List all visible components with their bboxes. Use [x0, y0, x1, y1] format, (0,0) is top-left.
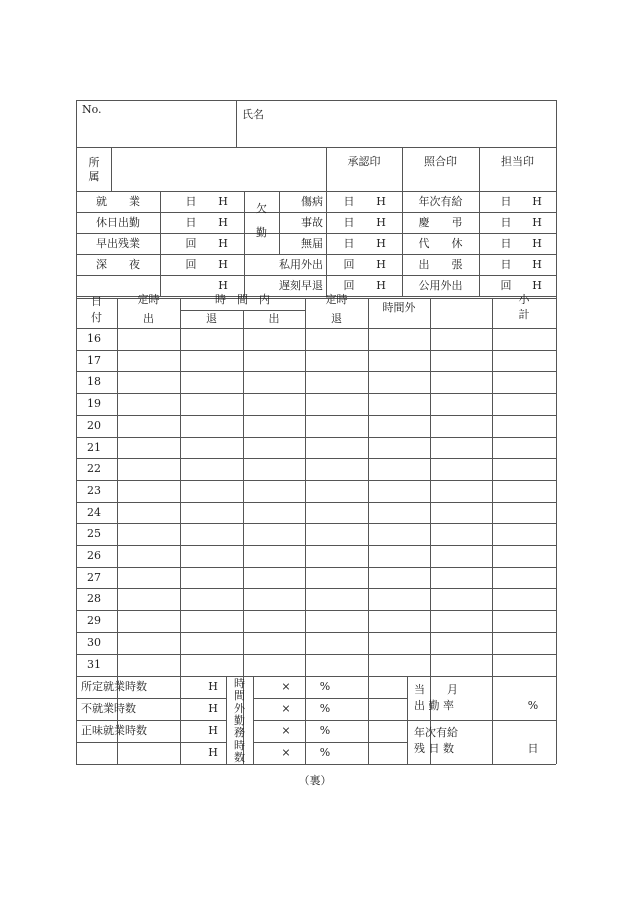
- no-name-divider: [236, 100, 237, 147]
- time-entry-cell[interactable]: [493, 503, 555, 523]
- time-entry-cell[interactable]: [369, 655, 429, 675]
- absence-value-field[interactable]: [328, 255, 400, 274]
- summary-unit: H: [218, 279, 228, 292]
- summary-unit: 回: [185, 258, 197, 271]
- overtime-rate-field[interactable]: [255, 743, 405, 763]
- absence-unit: H: [376, 279, 386, 292]
- day-number: 26: [87, 549, 101, 562]
- time-entry-cell[interactable]: [369, 329, 429, 349]
- time-entry-cell[interactable]: [369, 438, 429, 458]
- time-entry-cell[interactable]: [244, 459, 304, 479]
- time-entry-cell[interactable]: [306, 459, 367, 479]
- leave-type-label: 出 張: [418, 258, 463, 271]
- summary-label: 就 業: [96, 195, 140, 208]
- time-entry-cell[interactable]: [306, 611, 367, 631]
- time-entry-cell[interactable]: [306, 589, 367, 609]
- summary-divider-a: [160, 191, 161, 296]
- totals-label: 正味就業時数: [81, 724, 147, 737]
- time-entry-cell[interactable]: [431, 589, 491, 609]
- absence-unit: 回: [343, 258, 355, 271]
- leave-type-label: 慶 弔: [418, 216, 463, 229]
- totals-unit: H: [208, 680, 218, 693]
- time-entry-cell[interactable]: [118, 633, 179, 653]
- overtime-vertical-label: 数: [234, 750, 245, 764]
- time-entry-cell[interactable]: [244, 481, 304, 501]
- time-entry-cell[interactable]: [181, 546, 242, 566]
- stamp-divider-1: [326, 147, 327, 191]
- time-entry-cell[interactable]: [369, 633, 429, 653]
- time-entry-cell[interactable]: [181, 372, 242, 392]
- day-number: 28: [87, 592, 101, 605]
- time-entry-cell[interactable]: [118, 329, 179, 349]
- time-entry-cell[interactable]: [369, 546, 429, 566]
- time-entry-cell[interactable]: [306, 329, 367, 349]
- dept-field[interactable]: [114, 149, 324, 189]
- time-entry-cell[interactable]: [306, 546, 367, 566]
- totals-unit: H: [208, 746, 218, 759]
- remaining-leave-field[interactable]: [409, 722, 554, 762]
- leave-unit: 日: [500, 195, 512, 208]
- remaining-days-unit: 日: [527, 742, 539, 755]
- time-entry-cell[interactable]: [493, 351, 555, 371]
- overtime-vertical-label: 勤: [234, 713, 245, 727]
- time-entry-cell[interactable]: [244, 416, 304, 436]
- summary-unit: H: [218, 258, 228, 271]
- rate-divider: [407, 720, 556, 721]
- leave-unit: 回: [500, 279, 512, 292]
- time-entry-cell[interactable]: [369, 503, 429, 523]
- summary-unit: 回: [185, 237, 197, 250]
- name-field[interactable]: [276, 102, 552, 144]
- day-number: 31: [87, 658, 101, 671]
- leave-header: 退: [206, 312, 217, 325]
- time-entry-cell[interactable]: [181, 568, 242, 588]
- time-entry-cell[interactable]: [181, 416, 242, 436]
- totals-unit: H: [208, 724, 218, 737]
- time-entry-cell[interactable]: [118, 546, 179, 566]
- dept-label-bottom: 属: [88, 170, 100, 183]
- summary-label: 深 夜: [96, 258, 140, 271]
- overtime-vertical-label: 時: [234, 738, 245, 752]
- outer-top-border: [76, 100, 556, 101]
- percent-sign: %: [319, 746, 331, 759]
- out-header: 出: [268, 312, 280, 325]
- time-entry-cell[interactable]: [306, 481, 367, 501]
- absence-unit: 回: [343, 279, 355, 292]
- time-entry-cell[interactable]: [181, 351, 242, 371]
- time-entry-cell[interactable]: [431, 459, 491, 479]
- leave-type-label: 公用外出: [418, 279, 463, 292]
- percent-sign: %: [319, 702, 331, 715]
- absence-unit: H: [376, 195, 386, 208]
- time-entry-cell[interactable]: [493, 329, 555, 349]
- time-entry-cell[interactable]: [181, 329, 242, 349]
- time-entry-cell[interactable]: [493, 524, 555, 544]
- time-entry-cell[interactable]: [118, 655, 179, 675]
- time-entry-cell[interactable]: [431, 655, 491, 675]
- time-entry-cell[interactable]: [118, 416, 179, 436]
- stamp-divider-3: [479, 147, 480, 191]
- summary-unit: 日: [185, 216, 197, 229]
- absence-unit: 日: [343, 237, 355, 250]
- remaining-days-label: 残 日 数: [414, 742, 454, 755]
- absence-unit: 日: [343, 195, 355, 208]
- time-entry-cell[interactable]: [181, 438, 242, 458]
- verify-stamp-label: 照合印: [424, 155, 457, 168]
- summary-divider-e: [479, 191, 480, 296]
- leave-unit: H: [532, 195, 542, 208]
- time-entry-cell[interactable]: [493, 568, 555, 588]
- time-entry-cell[interactable]: [118, 394, 179, 414]
- summary-unit: 日: [185, 195, 197, 208]
- time-entry-cell[interactable]: [306, 633, 367, 653]
- summary-unit: H: [218, 216, 228, 229]
- time-entry-cell[interactable]: [306, 438, 367, 458]
- summary-divider-c: [326, 191, 327, 296]
- fixed-time-end-header: 定時: [325, 293, 348, 306]
- attendance-percent: %: [527, 699, 539, 712]
- time-entry-cell[interactable]: [431, 568, 491, 588]
- subtotal-header-bottom: 計: [518, 308, 530, 321]
- time-entry-cell[interactable]: [244, 546, 304, 566]
- time-entry-cell[interactable]: [118, 589, 179, 609]
- time-entry-cell[interactable]: [118, 372, 179, 392]
- time-entry-cell[interactable]: [244, 351, 304, 371]
- time-entry-cell[interactable]: [431, 329, 491, 349]
- stamp-divider-2: [402, 147, 403, 191]
- leave-value-field[interactable]: [481, 276, 554, 295]
- day-number: 19: [87, 397, 101, 410]
- time-entry-cell[interactable]: [244, 611, 304, 631]
- totals-unit: H: [208, 702, 218, 715]
- time-entry-cell[interactable]: [493, 459, 555, 479]
- subtotal-header-top: 小: [518, 293, 530, 306]
- attendance-rate-label: 出 勤 率: [414, 699, 454, 712]
- time-entry-cell[interactable]: [493, 655, 555, 675]
- time-entry-cell[interactable]: [431, 351, 491, 371]
- time-entry-cell[interactable]: [181, 655, 242, 675]
- time-entry-cell[interactable]: [431, 633, 491, 653]
- leave-unit: H: [532, 216, 542, 229]
- summary-value-field[interactable]: [162, 192, 242, 211]
- time-entry-cell[interactable]: [118, 481, 179, 501]
- day-number: 24: [87, 506, 101, 519]
- day-number: 23: [87, 484, 101, 497]
- percent-sign: %: [319, 724, 331, 737]
- overtime-rate-field[interactable]: [255, 677, 405, 697]
- time-entry-cell[interactable]: [181, 611, 242, 631]
- time-entry-cell[interactable]: [306, 394, 367, 414]
- time-entry-cell[interactable]: [431, 481, 491, 501]
- overtime-vertical-label: 時: [234, 677, 245, 690]
- time-entry-cell[interactable]: [306, 568, 367, 588]
- time-entry-cell[interactable]: [493, 633, 555, 653]
- time-entry-cell[interactable]: [431, 394, 491, 414]
- totals-value-field[interactable]: [78, 677, 198, 697]
- absence-type-label: 事故: [301, 216, 323, 229]
- fixed-time-header: 定時: [137, 293, 160, 306]
- time-entry-cell[interactable]: [493, 438, 555, 458]
- outer-bottom-border: [76, 764, 556, 765]
- time-entry-cell[interactable]: [369, 416, 429, 436]
- staff-stamp-label: 担当印: [501, 155, 534, 168]
- absence-unit: H: [376, 258, 386, 271]
- totals-divider-b: [253, 676, 254, 764]
- time-entry-cell[interactable]: [181, 394, 242, 414]
- time-entry-cell[interactable]: [369, 351, 429, 371]
- leave-unit: H: [532, 258, 542, 271]
- time-entry-cell[interactable]: [369, 394, 429, 414]
- time-entry-cell[interactable]: [181, 503, 242, 523]
- leave-value-field[interactable]: [481, 234, 554, 253]
- time-entry-cell[interactable]: [306, 416, 367, 436]
- absence-label-top: 欠: [256, 202, 267, 215]
- day-number: 16: [87, 332, 101, 345]
- time-entry-cell[interactable]: [244, 589, 304, 609]
- no-label: No.: [82, 103, 102, 116]
- day-number: 25: [87, 527, 101, 540]
- time-entry-cell[interactable]: [118, 568, 179, 588]
- name-label: 氏名: [242, 108, 264, 121]
- leave-unit: 日: [500, 258, 512, 271]
- time-entry-cell[interactable]: [181, 524, 242, 544]
- time-entry-cell[interactable]: [431, 503, 491, 523]
- summary-unit: H: [218, 237, 228, 250]
- day-number: 18: [87, 375, 101, 388]
- time-entry-cell[interactable]: [369, 372, 429, 392]
- multiply-sign: ×: [281, 702, 291, 715]
- multiply-sign: ×: [281, 680, 291, 693]
- outer-right-border: [556, 100, 557, 764]
- overtime-rate-field[interactable]: [255, 721, 405, 741]
- time-entry-cell[interactable]: [244, 655, 304, 675]
- leave-value-field[interactable]: [481, 192, 554, 211]
- time-entry-cell[interactable]: [244, 329, 304, 349]
- absence-type-label: 無届: [301, 237, 323, 250]
- time-entry-cell[interactable]: [181, 633, 242, 653]
- totals-value-field[interactable]: [78, 743, 198, 763]
- day-number: 27: [87, 571, 101, 584]
- leave-type-label: 年次有給: [418, 195, 463, 208]
- summary-label: 早出残業: [96, 237, 140, 250]
- time-entry-cell[interactable]: [244, 438, 304, 458]
- time-entry-cell[interactable]: [493, 416, 555, 436]
- totals-value-field[interactable]: [78, 721, 198, 741]
- time-entry-cell[interactable]: [493, 481, 555, 501]
- dept-label-top: 所: [88, 156, 100, 169]
- leave-unit: H: [532, 237, 542, 250]
- annual-leave-label: 年次有給: [414, 726, 458, 739]
- time-entry-cell[interactable]: [369, 568, 429, 588]
- absence-type-label: 私用外出: [279, 258, 323, 271]
- time-entry-cell[interactable]: [118, 438, 179, 458]
- summary-unit: H: [218, 195, 228, 208]
- current-month-label: 当 月: [414, 683, 458, 696]
- time-entry-cell[interactable]: [181, 481, 242, 501]
- time-entry-cell[interactable]: [118, 503, 179, 523]
- absence-unit: H: [376, 237, 386, 250]
- time-entry-cell[interactable]: [306, 351, 367, 371]
- absence-value-field[interactable]: [328, 213, 400, 232]
- time-entry-cell[interactable]: [244, 372, 304, 392]
- multiply-sign: ×: [281, 724, 291, 737]
- summary-value-field[interactable]: [162, 213, 242, 232]
- percent-sign: %: [319, 680, 331, 693]
- leave-unit: 日: [500, 216, 512, 229]
- absence-value-field[interactable]: [328, 192, 400, 211]
- time-entry-cell[interactable]: [431, 524, 491, 544]
- time-entry-cell[interactable]: [431, 372, 491, 392]
- day-number: 30: [87, 636, 101, 649]
- time-entry-cell[interactable]: [244, 568, 304, 588]
- absence-unit: H: [376, 216, 386, 229]
- day-number: 22: [87, 462, 101, 475]
- leave-value-field[interactable]: [481, 255, 554, 274]
- time-entry-cell[interactable]: [244, 394, 304, 414]
- time-entry-cell[interactable]: [431, 546, 491, 566]
- attendance-rate-field[interactable]: [409, 678, 554, 718]
- time-entry-cell[interactable]: [306, 524, 367, 544]
- date-header-top: 日: [91, 295, 102, 308]
- summary-value-field[interactable]: [162, 234, 242, 253]
- time-entry-cell[interactable]: [118, 459, 179, 479]
- totals-label: 不就業時数: [81, 702, 136, 715]
- time-entry-cell[interactable]: [306, 372, 367, 392]
- leave-value-field[interactable]: [481, 213, 554, 232]
- absence-type-label: 傷病: [301, 195, 323, 208]
- header-divider: [76, 147, 556, 148]
- time-entry-cell[interactable]: [369, 524, 429, 544]
- time-entry-cell[interactable]: [431, 611, 491, 631]
- day-number: 21: [87, 441, 101, 454]
- time-entry-cell[interactable]: [493, 546, 555, 566]
- end-header: 退: [331, 312, 342, 325]
- time-entry-cell[interactable]: [431, 416, 491, 436]
- no-field[interactable]: [106, 102, 232, 144]
- time-entry-cell[interactable]: [181, 459, 242, 479]
- time-entry-cell[interactable]: [306, 655, 367, 675]
- time-entry-cell[interactable]: [244, 633, 304, 653]
- time-entry-cell[interactable]: [369, 611, 429, 631]
- summary-label: 休日出勤: [96, 216, 140, 229]
- day-number: 29: [87, 614, 101, 627]
- date-header-bottom: 付: [91, 311, 102, 324]
- day-number: 17: [87, 354, 101, 367]
- page-side-label: （裏）: [298, 774, 332, 787]
- summary-value-field[interactable]: [162, 255, 242, 274]
- overtime-rate-field[interactable]: [255, 699, 405, 719]
- multiply-sign: ×: [281, 746, 291, 759]
- absence-unit: 日: [343, 216, 355, 229]
- leave-unit: H: [532, 279, 542, 292]
- time-entry-cell[interactable]: [369, 589, 429, 609]
- absence-type-label: 遅刻早退: [279, 279, 323, 292]
- approval-stamp-label: 承認印: [347, 155, 381, 168]
- time-entry-cell[interactable]: [493, 394, 555, 414]
- overtime-vertical-label: 務: [234, 726, 245, 740]
- leave-unit: 日: [500, 237, 512, 250]
- overtime-vertical-label: 外: [234, 701, 245, 715]
- time-entry-cell[interactable]: [493, 589, 555, 609]
- overtime-vertical-label: 間: [234, 689, 245, 703]
- start-header: 出: [143, 312, 154, 325]
- time-entry-cell[interactable]: [118, 351, 179, 371]
- absence-value-field[interactable]: [328, 234, 400, 253]
- time-entry-cell[interactable]: [369, 481, 429, 501]
- time-entry-cell[interactable]: [181, 589, 242, 609]
- time-entry-cell[interactable]: [369, 459, 429, 479]
- within-hours-header: 時 間 内: [215, 293, 270, 306]
- absence-label-bottom: 勤: [256, 226, 267, 239]
- time-entry-cell[interactable]: [118, 524, 179, 544]
- totals-value-field[interactable]: [78, 699, 198, 719]
- time-entry-cell[interactable]: [493, 372, 555, 392]
- overtime-header: 時間外: [382, 301, 416, 314]
- dept-label-divider: [111, 147, 112, 191]
- time-entry-cell[interactable]: [118, 611, 179, 631]
- totals-label: 所定就業時数: [81, 680, 147, 693]
- time-entry-cell[interactable]: [431, 438, 491, 458]
- time-entry-cell[interactable]: [306, 503, 367, 523]
- time-entry-cell[interactable]: [244, 503, 304, 523]
- time-entry-cell[interactable]: [493, 611, 555, 631]
- leave-type-label: 代 休: [418, 237, 463, 250]
- day-number: 20: [87, 419, 101, 432]
- time-entry-cell[interactable]: [244, 524, 304, 544]
